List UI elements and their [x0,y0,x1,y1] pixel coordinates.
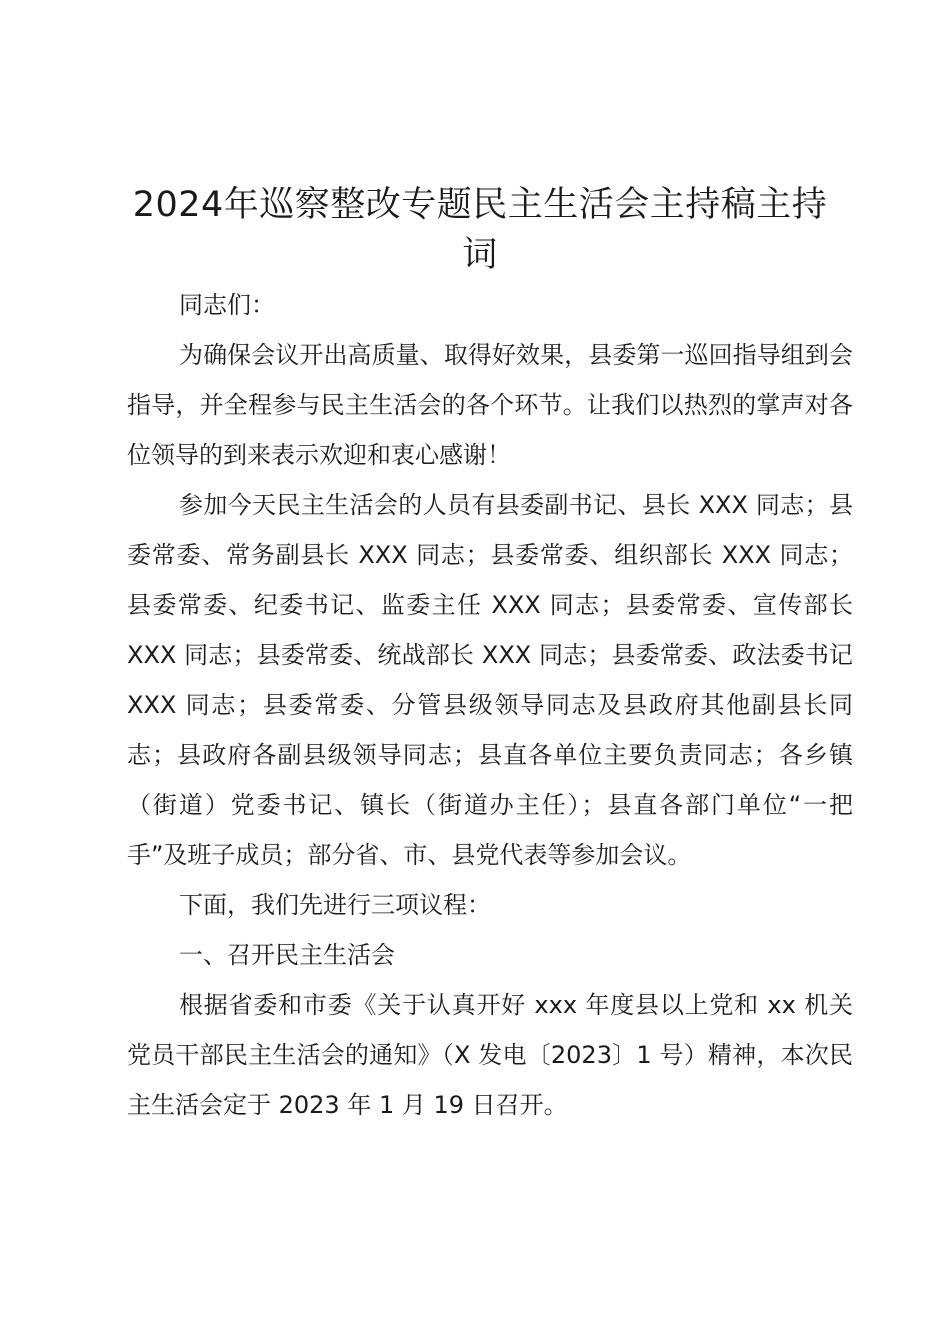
paragraph-attendees: 参加今天民主生活会的人员有县委副书记、县长 XXX 同志；县委常委、常务副县长 XXX 同志；县委常委、组织部长 XXX 同志；县委常委、纪委书记、监委主任 XXX 同志；县委常委、宣传部长 XXX 同志；县委常委、统战部长 XXX 同志；县委常委、政法委书记 XXX 同志；县委常委、分管县级领导同志及县政府其他副县长同志；县政府各副县级领导同志；县直各单位主要负责同志；各乡镇（街道）党委书记、镇长（街道办主任）；县直各部门单位“一把手”及班子成员；部分省、市、县党代表等参加会议。 [127,491,853,869]
section-heading-1: 一、召开民主生活会 [179,941,395,969]
paragraph-basis: 根据省委和市委《关于认真开好 xxx 年度县以上党和 xx 机关党员干部民主生活会的通知》（X 发电〔2023〕1 号）精神，本次民主生活会定于 2023 年 1 月 19 日召开。 [127,991,853,1119]
paragraph-agenda-intro: 下面，我们先进行三项议程： [179,891,491,919]
paragraph-salutation: 同志们： [179,291,275,319]
document-body [127,280,853,1130]
document-title: 2024年巡察整改专题民主生活会主持稿主持词 [132,185,828,275]
paragraph-opening: 为确保会议开出高质量、取得好效果，县委第一巡回指导组到会指导，并全程参与民主生活会的各个环节。让我们以热烈的掌声对各位领导的到来表示欢迎和衷心感谢！ [127,341,853,469]
